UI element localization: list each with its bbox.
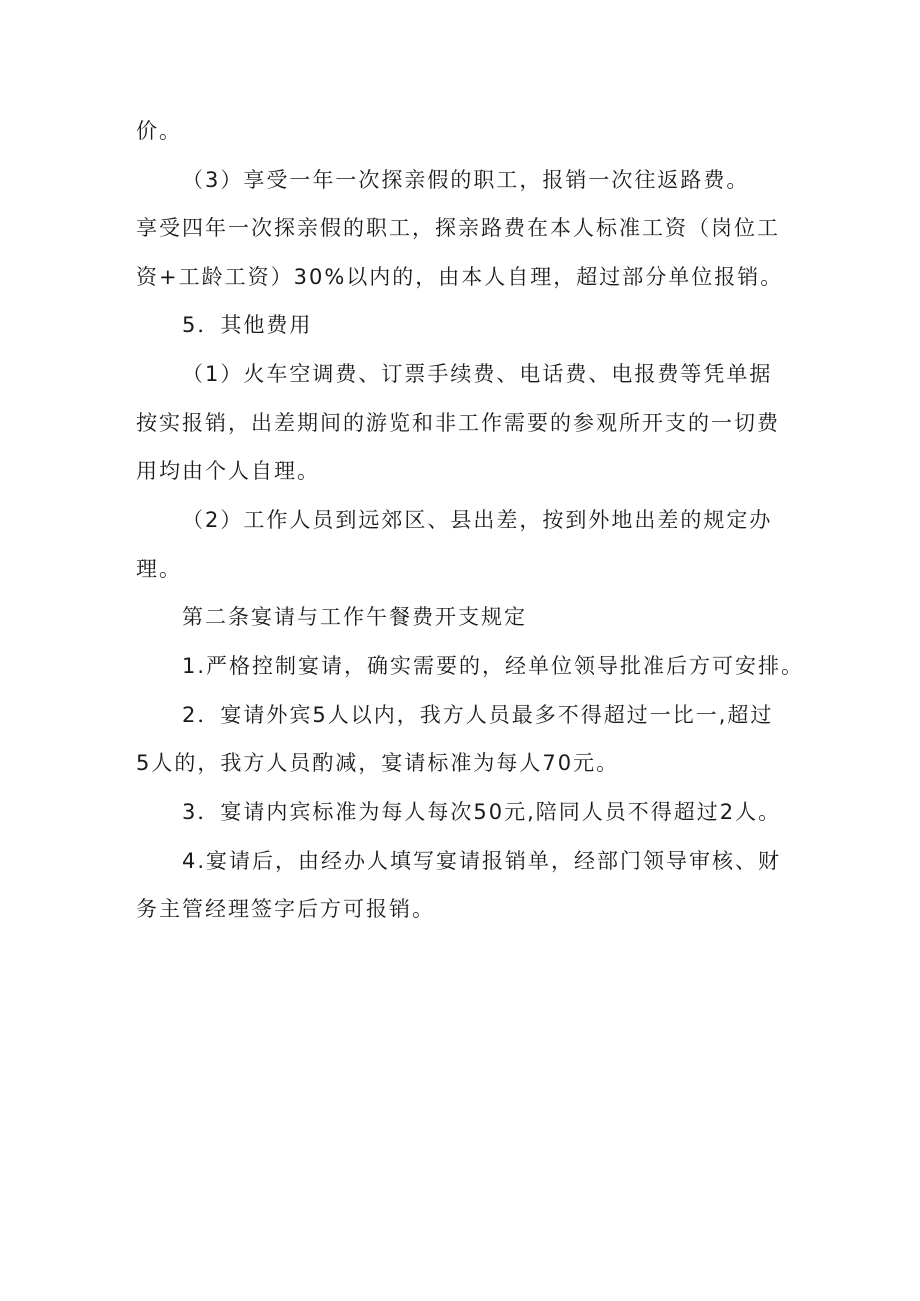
text-line: 2．宴请外宾5人以内，我方人员最多不得超过一比一,超过: [182, 703, 774, 727]
text-line: 资+工龄工资）30%以内的，由本人自理，超过部分单位报销。: [136, 265, 784, 289]
article-heading: 第二条宴请与工作午餐费开支规定: [182, 605, 527, 629]
text-line: 理。: [136, 557, 182, 581]
text-line: 3．宴请内宾标准为每人每次50元,陪同人员不得超过2人。: [182, 800, 782, 824]
text-line: 务主管经理签字后方可报销。: [136, 897, 435, 921]
text-line: 价。: [136, 119, 182, 143]
text-line: 按实报销，出差期间的游览和非工作需要的参观所开支的一切费: [136, 411, 780, 435]
text-line: 用均由个人自理。: [136, 459, 320, 483]
text-line: （3）享受一年一次探亲假的职工，报销一次往返路费。: [182, 168, 750, 192]
text-line: 5人的，我方人员酌减，宴请标准为每人70元。: [136, 751, 620, 775]
section-heading: 5．其他费用: [182, 313, 313, 337]
text-line: 4.宴请后，由经办人填写宴请报销单，经部门领导审核、财: [182, 849, 782, 873]
text-line: 享受四年一次探亲假的职工，探亲路费在本人标准工资（岗位工: [136, 216, 780, 240]
text-line: （1）火车空调费、订票手续费、电话费、电报费等凭单据: [182, 362, 773, 386]
text-line: 1.严格控制宴请，确实需要的，经单位领导批准后方可安排。: [182, 654, 805, 678]
text-line: （2）工作人员到远郊区、县出差，按到外地出差的规定办: [182, 508, 773, 532]
